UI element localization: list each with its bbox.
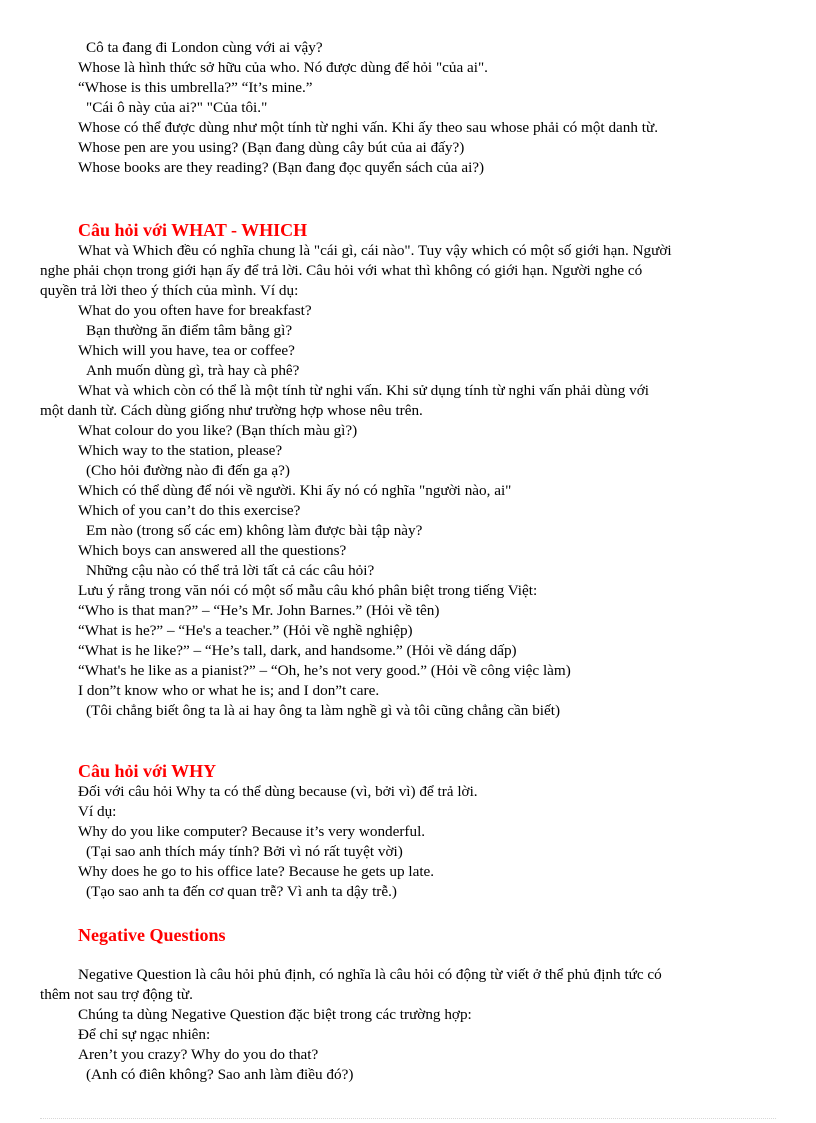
- text-line: What do you often have for breakfast?: [78, 302, 312, 319]
- text-line: “What is he?” – “He's a teacher.” (Hỏi về nghề nghiệp): [78, 622, 413, 639]
- text-line: “What is he like?” – “He’s tall, dark, and handsome.” (Hỏi về dáng dấp): [78, 642, 517, 659]
- text-line: Em nào (trong số các em) không làm được bài tập này?: [86, 522, 423, 539]
- section-heading-what-which: Câu hỏi với WHAT - WHICH: [78, 220, 308, 240]
- text-line: I don”t know who or what he is; and I don”t care.: [78, 682, 380, 699]
- page-bottom-divider: [40, 1118, 776, 1119]
- text-line: Why do you like computer? Because it’s very wonderful.: [78, 823, 426, 840]
- text-line: Whose books are they reading? (Bạn đang đọc quyển sách của ai?): [78, 159, 485, 176]
- text-line: Which có thể dùng để nói về người. Khi ấy nó có nghĩa "người nào, ai": [78, 482, 512, 499]
- text-line: (Tạo sao anh ta đến cơ quan trễ? Vì anh ta dậy trễ.): [86, 883, 397, 900]
- text-line: Whose là hình thức sở hữu của who. Nó được dùng để hỏi "của ai".: [78, 59, 488, 76]
- section-heading-why: Câu hỏi với WHY: [78, 761, 217, 781]
- text-line: Negative Question là câu hỏi phủ định, có nghĩa là câu hỏi có động từ viết ở thể phủ định tức có: [78, 966, 662, 983]
- text-line: What và which còn có thể là một tính từ nghi vấn. Khi sử dụng tính từ nghi vấn phải dùng với: [78, 382, 649, 399]
- text-line: (Tại sao anh thích máy tính? Bởi vì nó rất tuyệt vời): [86, 843, 403, 860]
- text-line: Aren’t you crazy? Why do you do that?: [78, 1046, 319, 1063]
- text-line: Những cậu nào có thể trả lời tất cả các câu hỏi?: [86, 562, 375, 579]
- text-line: “Whose is this umbrella?” “It’s mine.”: [78, 79, 313, 96]
- text-line: Ví dụ:: [78, 803, 117, 820]
- text-line: What và Which đều có nghĩa chung là "cái gì, cái nào". Tuy vậy which có một số giới hạn. Người: [78, 242, 672, 259]
- text-line: Cô ta đang đi London cùng với ai vậy?: [86, 39, 323, 56]
- text-line: “What's he like as a pianist?” – “Oh, he’s not very good.” (Hỏi về công việc làm): [78, 662, 571, 679]
- text-line: Why does he go to his office late? Because he gets up late.: [78, 863, 435, 880]
- text-line: Đối với câu hỏi Why ta có thể dùng because (vì, bởi vì) để trả lời.: [78, 783, 478, 800]
- text-line: Which way to the station, please?: [78, 442, 283, 459]
- text-line: Để chỉ sự ngạc nhiên:: [78, 1026, 211, 1043]
- text-line: Which of you can’t do this exercise?: [78, 502, 301, 519]
- text-line: thêm not sau trợ động từ.: [40, 986, 193, 1003]
- text-line: quyền trả lời theo ý thích của mình. Ví dụ:: [40, 282, 299, 299]
- text-line: Chúng ta dùng Negative Question đặc biệt trong các trường hợp:: [78, 1006, 472, 1023]
- text-line: “Who is that man?” – “He’s Mr. John Barnes.” (Hỏi về tên): [78, 602, 440, 619]
- text-line: What colour do you like? (Bạn thích màu gì?): [78, 422, 358, 439]
- text-line: (Tôi chẳng biết ông ta là ai hay ông ta làm nghề gì và tôi cũng chẳng cần biết): [86, 702, 561, 719]
- section-heading-negative-questions: Negative Questions: [78, 925, 226, 945]
- text-line: một danh từ. Cách dùng giống như trường hợp whose nêu trên.: [40, 402, 423, 419]
- text-line: nghe phải chọn trong giới hạn ấy để trả lời. Câu hỏi với what thì không có giới hạn. Người nghe có: [40, 262, 643, 279]
- text-line: Which will you have, tea or coffee?: [78, 342, 295, 359]
- text-line: (Anh có điên không? Sao anh làm điều đó?): [86, 1066, 354, 1083]
- text-line: Whose có thể được dùng như một tính từ nghi vấn. Khi ấy theo sau whose phải có một danh từ.: [78, 119, 659, 136]
- text-line: Which boys can answered all the questions?: [78, 542, 347, 559]
- text-line: (Cho hỏi đường nào đi đến ga ạ?): [86, 462, 290, 479]
- text-line: Lưu ý rằng trong văn nói có một số mẫu câu khó phân biệt trong tiếng Việt:: [78, 582, 538, 599]
- text-line: "Cái ô này của ai?" "Của tôi.": [86, 99, 268, 116]
- text-line: Bạn thường ăn điểm tâm bằng gì?: [86, 322, 293, 339]
- text-line: Anh muốn dùng gì, trà hay cà phê?: [86, 362, 300, 379]
- text-line: Whose pen are you using? (Bạn đang dùng cây bút của ai đấy?): [78, 139, 465, 156]
